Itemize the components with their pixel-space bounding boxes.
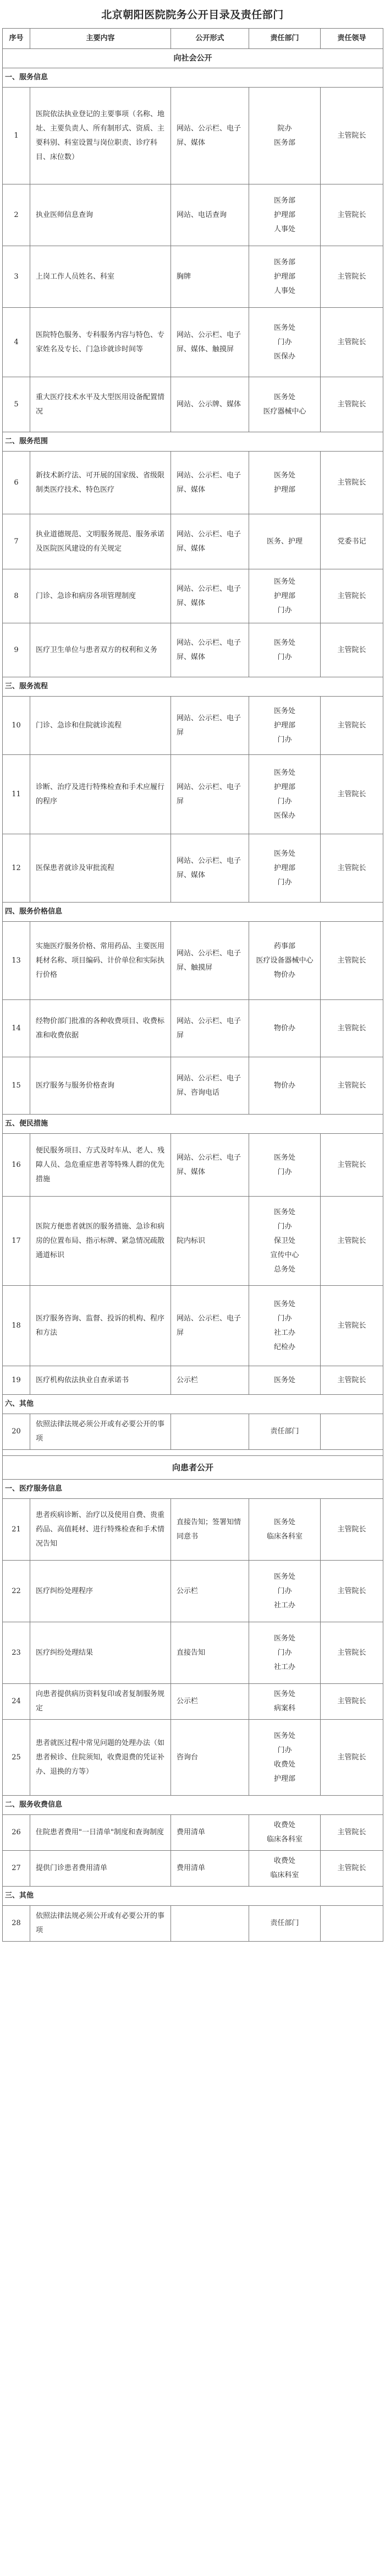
row-content: 患者疾病诊断、治疗以及使用自费、贵重药品、高值耗材、进行特殊检查和手术情况告知	[30, 1499, 171, 1561]
category-row	[3, 1480, 383, 1499]
row-serial: 4	[3, 308, 30, 377]
row-serial: 6	[3, 452, 30, 514]
header-row	[3, 29, 383, 49]
row-content: 医院依法执业登记的主要事项（名称、地址、主要负责人、所有制形式、资质、主要科别、科室设置与岗位职责、诊疗科目、床位数）	[30, 88, 171, 184]
table-row	[3, 1000, 383, 1057]
row-serial: 11	[3, 755, 30, 834]
row-serial: 26	[3, 1815, 30, 1851]
row-content: 依照法律法规必须公开或有必要公开的事项	[30, 1906, 171, 1942]
category-row	[3, 1115, 383, 1134]
table-row	[3, 1561, 383, 1622]
row-serial: 25	[3, 1720, 30, 1796]
table-row	[3, 569, 383, 623]
row-leader: 主管院长	[321, 1197, 383, 1286]
row-leader: 主管院长	[321, 697, 383, 755]
row-form: 网站、公示栏、电子屏、媒体	[171, 514, 249, 569]
row-form: 网站、公示栏、电子屏、媒体	[171, 623, 249, 677]
category-heading: 六、其他	[3, 1395, 383, 1414]
row-serial: 22	[3, 1561, 30, 1622]
row-serial: 21	[3, 1499, 30, 1561]
row-form: 公示栏	[171, 1684, 249, 1720]
row-form: 网站、公示栏、电子屏、咨询电话	[171, 1057, 249, 1115]
header-form: 公开形式	[171, 29, 249, 49]
row-content: 依照法律法规必须公开或有必要公开的事项	[30, 1414, 171, 1450]
row-content: 执业医师信息查询	[30, 184, 171, 246]
category-row	[3, 68, 383, 88]
table-row	[3, 246, 383, 308]
row-content: 新技术新疗法、可开展的国家级、省级限制类医疗技术、特色医疗	[30, 452, 171, 514]
row-serial: 7	[3, 514, 30, 569]
section-row	[3, 1456, 383, 1480]
row-content: 便民服务项目、方式及时车从、老人、残障人员、急危重症患者等特殊人群的优先措施	[30, 1134, 171, 1197]
row-serial: 9	[3, 623, 30, 677]
row-leader: 主管院长	[321, 1622, 383, 1684]
table-row	[3, 88, 383, 184]
row-leader: 主管院长	[321, 569, 383, 623]
row-dept: 医务处 门办 保卫处 宣传中心 总务处	[249, 1197, 321, 1286]
row-leader: 主管院长	[321, 755, 383, 834]
table-row	[3, 184, 383, 246]
row-leader: 主管院长	[321, 1134, 383, 1197]
row-serial: 8	[3, 569, 30, 623]
spacer-cell	[3, 1450, 383, 1456]
header-leader: 责任领导	[321, 29, 383, 49]
table-row	[3, 1197, 383, 1286]
row-serial: 16	[3, 1134, 30, 1197]
row-content: 重大医疗技术水平及大型医用设备配置情况	[30, 377, 171, 432]
row-content: 医疗服务咨询、监督、投诉的机构、程序和方法	[30, 1286, 171, 1366]
category-row	[3, 432, 383, 452]
row-serial: 14	[3, 1000, 30, 1057]
row-content: 经物价部门批准的各种收费项目、收费标准和收费依据	[30, 1000, 171, 1057]
category-heading: 五、便民措施	[3, 1115, 383, 1134]
row-serial: 27	[3, 1851, 30, 1887]
row-leader: 主管院长	[321, 1684, 383, 1720]
row-form	[171, 1906, 249, 1942]
row-dept: 医务处 护理部	[249, 452, 321, 514]
row-serial: 19	[3, 1366, 30, 1395]
category-heading: 二、服务收费信息	[3, 1796, 383, 1815]
category-row	[3, 1887, 383, 1906]
row-form: 费用清单	[171, 1815, 249, 1851]
category-row	[3, 1395, 383, 1414]
row-serial: 2	[3, 184, 30, 246]
row-dept: 物价办	[249, 1000, 321, 1057]
row-content: 上岗工作人员姓名、科室	[30, 246, 171, 308]
row-dept: 医务处 门办 社工办 纪检办	[249, 1286, 321, 1366]
row-leader: 主管院长	[321, 1366, 383, 1395]
category-heading: 一、医疗服务信息	[3, 1480, 383, 1499]
row-leader: 主管院长	[321, 88, 383, 184]
row-content: 医院特色服务、专科服务内容与特色、专家姓名及专长、门急诊就诊时间等	[30, 308, 171, 377]
row-serial: 1	[3, 88, 30, 184]
section-row	[3, 49, 383, 68]
row-leader: 主管院长	[321, 452, 383, 514]
row-dept: 医务处 门办	[249, 623, 321, 677]
row-serial: 17	[3, 1197, 30, 1286]
table-row	[3, 623, 383, 677]
row-dept: 医务处 门办	[249, 1134, 321, 1197]
row-form: 网站、公示栏、电子屏、媒体	[171, 88, 249, 184]
category-heading: 三、其他	[3, 1887, 383, 1906]
row-leader: 主管院长	[321, 1851, 383, 1887]
row-dept: 院办 医务部	[249, 88, 321, 184]
row-form	[171, 1414, 249, 1450]
category-heading: 四、服务价格信息	[3, 903, 383, 922]
row-content: 门诊、急诊和住院就诊流程	[30, 697, 171, 755]
row-serial: 3	[3, 246, 30, 308]
category-heading: 一、服务信息	[3, 68, 383, 88]
row-form: 网站、公示栏、电子屏	[171, 1000, 249, 1057]
row-form: 网站、公示栏、电子屏	[171, 697, 249, 755]
row-content: 向患者提供病历资料复印或者复制服务规定	[30, 1684, 171, 1720]
row-content: 诊断、治疗及进行特殊检查和手术应履行的程序	[30, 755, 171, 834]
row-dept: 医务部 护理部 人事处	[249, 184, 321, 246]
section-heading: 向患者公开	[3, 1456, 383, 1480]
row-serial: 18	[3, 1286, 30, 1366]
row-leader: 主管院长	[321, 1720, 383, 1796]
row-content: 住院患者费用"一日清单"制度和查询制度	[30, 1815, 171, 1851]
row-leader: 主管院长	[321, 308, 383, 377]
table-row	[3, 377, 383, 432]
row-leader: 主管院长	[321, 246, 383, 308]
row-dept: 收费处 临床科室	[249, 1851, 321, 1887]
row-dept: 责任部门	[249, 1414, 321, 1450]
table-row	[3, 514, 383, 569]
table-row	[3, 1851, 383, 1887]
row-dept: 医务处 医疗器械中心	[249, 377, 321, 432]
row-dept: 责任部门	[249, 1906, 321, 1942]
row-leader: 党委书记	[321, 514, 383, 569]
table-row	[3, 1684, 383, 1720]
row-form: 费用清单	[171, 1851, 249, 1887]
disclosure-table	[2, 28, 383, 1942]
row-dept: 医务处 护理部 门办	[249, 834, 321, 903]
row-content: 患者就医过程中常见问题的处理办法（如患者候诊、住院须知，收费退费的凭证补办、退换的方等）	[30, 1720, 171, 1796]
row-serial: 23	[3, 1622, 30, 1684]
row-form: 咨询台	[171, 1720, 249, 1796]
table-row	[3, 1499, 383, 1561]
row-serial: 15	[3, 1057, 30, 1115]
row-dept: 医务处 护理部 门办	[249, 697, 321, 755]
table-row	[3, 1057, 383, 1115]
row-leader: 主管院长	[321, 1815, 383, 1851]
row-form: 网站、公示栏、电子屏、媒体	[171, 1134, 249, 1197]
table-row	[3, 308, 383, 377]
row-dept: 医务处 门办 社工办	[249, 1561, 321, 1622]
row-dept: 医务处 护理部 门办 医保办	[249, 755, 321, 834]
row-content: 医疗纠纷处理程序	[30, 1561, 171, 1622]
category-heading: 三、服务流程	[3, 677, 383, 697]
category-heading: 二、服务范围	[3, 432, 383, 452]
row-form: 网站、公示栏、电子屏	[171, 1286, 249, 1366]
row-content: 门诊、急诊和病房各项管理制度	[30, 569, 171, 623]
row-serial: 13	[3, 922, 30, 1000]
row-leader: 主管院长	[321, 377, 383, 432]
table-row	[3, 452, 383, 514]
header-dept: 责任部门	[249, 29, 321, 49]
row-form: 网站、公示牌、媒体	[171, 377, 249, 432]
row-dept: 医务处 门办 收费处 护理部	[249, 1720, 321, 1796]
section-heading: 向社会公开	[3, 49, 383, 68]
row-form: 网站、公示栏、电子屏、媒体、触摸屏	[171, 308, 249, 377]
table-row	[3, 1720, 383, 1796]
row-form: 直接告知；签署知情同意书	[171, 1499, 249, 1561]
row-serial: 20	[3, 1414, 30, 1450]
row-form: 直接告知	[171, 1622, 249, 1684]
row-content: 医疗纠纷处理结果	[30, 1622, 171, 1684]
row-form: 公示栏	[171, 1366, 249, 1395]
row-content: 执业道德规范、文明服务规范、服务承诺及医院医风建设的有关规定	[30, 514, 171, 569]
row-serial: 10	[3, 697, 30, 755]
row-content: 提供门诊患者费用清单	[30, 1851, 171, 1887]
row-dept: 物价办	[249, 1057, 321, 1115]
header-content: 主要内容	[30, 29, 171, 49]
row-form: 院内标识	[171, 1197, 249, 1286]
row-leader: 主管院长	[321, 1499, 383, 1561]
table-row	[3, 1906, 383, 1942]
row-dept: 药事部 医疗设备器械中心 物价办	[249, 922, 321, 1000]
row-form: 网站、公示栏、电子屏、媒体	[171, 569, 249, 623]
row-content: 医疗服务与服务价格查询	[30, 1057, 171, 1115]
row-form: 网站、公示栏、电子屏、媒体	[171, 452, 249, 514]
row-leader	[321, 1414, 383, 1450]
row-dept: 医务处 门办 医保办	[249, 308, 321, 377]
row-dept: 收费处 临床各科室	[249, 1815, 321, 1851]
row-serial: 28	[3, 1906, 30, 1942]
table-row	[3, 922, 383, 1000]
row-dept: 医务处 临床各科室	[249, 1499, 321, 1561]
row-serial: 24	[3, 1684, 30, 1720]
row-dept: 医务部 护理部 人事处	[249, 246, 321, 308]
row-leader: 主管院长	[321, 922, 383, 1000]
row-dept: 医务处 护理部 门办	[249, 569, 321, 623]
row-content: 医疗机构依法执业自查承诺书	[30, 1366, 171, 1395]
table-row	[3, 1414, 383, 1450]
row-content: 医保患者就诊及审批流程	[30, 834, 171, 903]
category-row	[3, 903, 383, 922]
row-leader: 主管院长	[321, 1057, 383, 1115]
row-dept: 医务处 门办 社工办	[249, 1622, 321, 1684]
header-serial: 序号	[3, 29, 30, 49]
category-row	[3, 677, 383, 697]
table-row	[3, 1815, 383, 1851]
table-row	[3, 834, 383, 903]
row-form: 网站、公示栏、电子屏、媒体	[171, 834, 249, 903]
page-title: 北京朝阳医院院务公开目录及责任部门	[101, 9, 284, 21]
row-form: 胸牌	[171, 246, 249, 308]
table-row	[3, 1286, 383, 1366]
category-row	[3, 1796, 383, 1815]
row-leader: 主管院长	[321, 184, 383, 246]
row-dept: 医务处 病案科	[249, 1684, 321, 1720]
table-row	[3, 755, 383, 834]
row-form: 网站、公示栏、电子屏、触摸屏	[171, 922, 249, 1000]
row-leader: 主管院长	[321, 623, 383, 677]
row-dept: 医务、护理	[249, 514, 321, 569]
row-leader: 主管院长	[321, 1561, 383, 1622]
row-dept: 医务处	[249, 1366, 321, 1395]
row-leader	[321, 1906, 383, 1942]
row-serial: 5	[3, 377, 30, 432]
row-leader: 主管院长	[321, 834, 383, 903]
spacer-row	[3, 1450, 383, 1456]
table-row	[3, 1134, 383, 1197]
row-form: 网站、公示栏、电子屏	[171, 755, 249, 834]
row-form: 公示栏	[171, 1561, 249, 1622]
table-row	[3, 1622, 383, 1684]
row-leader: 主管院长	[321, 1286, 383, 1366]
row-content: 实施医疗服务价格、常用药品、主要医用耗材名称、项目编码、计价单位和实际执行价格	[30, 922, 171, 1000]
row-serial: 12	[3, 834, 30, 903]
row-leader: 主管院长	[321, 1000, 383, 1057]
table-row	[3, 1366, 383, 1395]
table-body	[3, 49, 383, 1942]
row-content: 医疗卫生单位与患者双方的权利和义务	[30, 623, 171, 677]
row-content: 医院方便患者就医的服务措施、急诊和病房的位置布局、指示标牌、紧急情况疏散通道标识	[30, 1197, 171, 1286]
table-row	[3, 697, 383, 755]
row-form: 网站、电话查询	[171, 184, 249, 246]
